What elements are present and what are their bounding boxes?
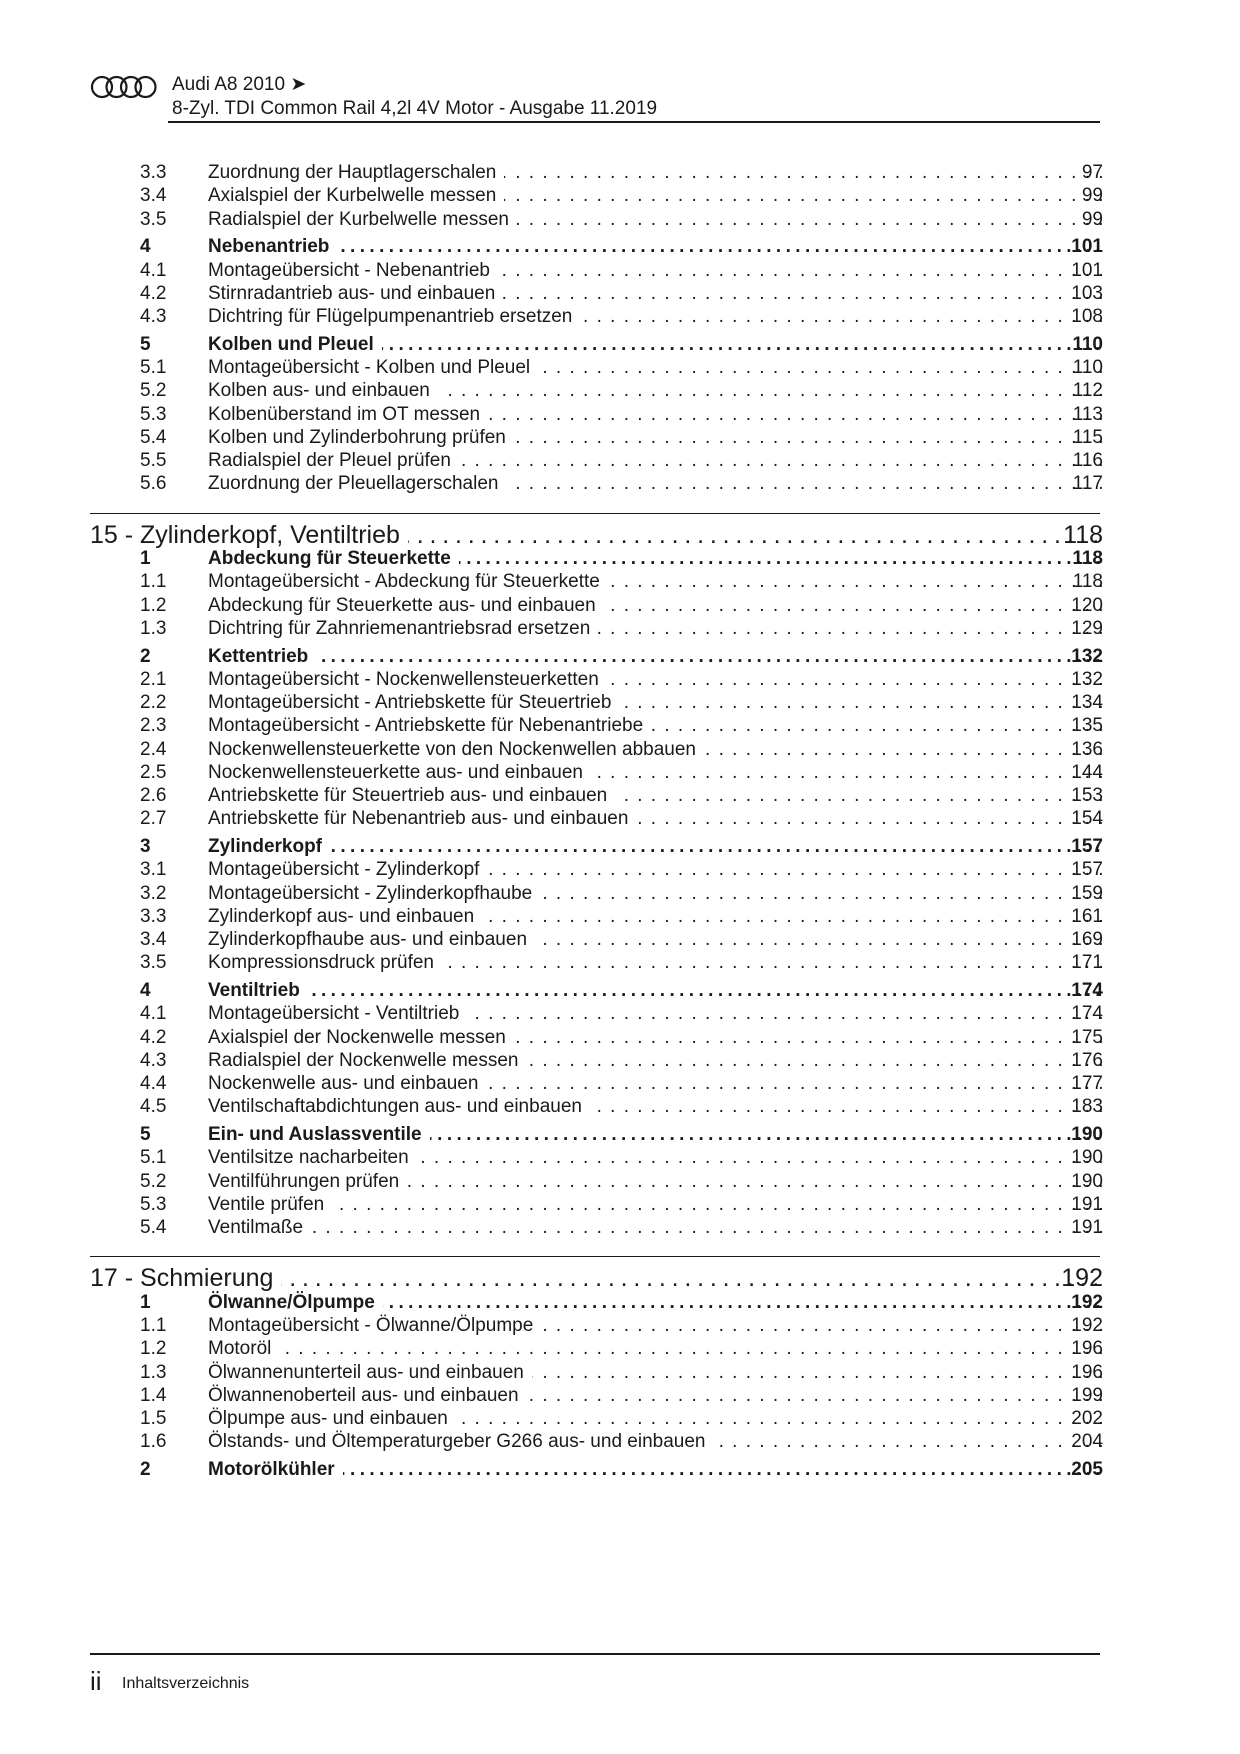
- toc-number: 5.3: [140, 1193, 167, 1215]
- toc-title: Montageübersicht - Zylinderkopf: [208, 859, 487, 880]
- toc-number: 5.4: [140, 426, 167, 448]
- toc-title: Kolbenüberstand im OT messen: [208, 404, 488, 425]
- toc-leader: [208, 1215, 1105, 1241]
- toc-subsection[interactable]: [0, 448, 1240, 474]
- toc-title: Motoröl: [208, 1338, 279, 1359]
- toc-title: Montageübersicht - Antriebskette für Nebenantriebe: [208, 715, 651, 736]
- toc-title: Ventilführungen prüfen: [208, 1171, 407, 1192]
- toc-subsection[interactable]: [0, 950, 1240, 976]
- toc-page-number: 113: [1072, 403, 1103, 425]
- toc-number: 2: [140, 1459, 151, 1480]
- toc-number: 2.4: [140, 738, 167, 760]
- toc-number: 1: [140, 548, 151, 569]
- toc-number: 2.3: [140, 715, 167, 737]
- toc-title: Ventilschaftabdichtungen aus- und einbauen: [208, 1096, 590, 1117]
- toc-page-number: 183: [1071, 1096, 1103, 1118]
- toc-number: 3.2: [140, 882, 167, 904]
- toc-page-number: 174: [1071, 1003, 1103, 1025]
- toc-number: 4.5: [140, 1096, 167, 1118]
- toc-title: Montageübersicht - Ventiltrieb: [208, 1003, 467, 1024]
- toc-page-number: 144: [1071, 761, 1103, 783]
- toc-page-number: 159: [1071, 882, 1103, 904]
- toc-page-number: 108: [1071, 306, 1103, 327]
- toc-title: Dichtring für Zahnriemenantriebsrad ersetzen: [208, 618, 598, 639]
- toc-number: 4.1: [140, 1003, 167, 1025]
- toc-title: Radialspiel der Nockenwelle messen: [208, 1050, 527, 1071]
- toc-subsection[interactable]: [0, 569, 1240, 595]
- toc-page-number: 192: [1071, 1315, 1103, 1336]
- toc-title: Zylinderkopf aus- und einbauen: [208, 906, 482, 927]
- toc-subsection[interactable]: [0, 378, 1240, 404]
- toc-section[interactable]: [0, 834, 1240, 860]
- toc-leader: [208, 834, 1105, 860]
- toc-page-number: 132: [1071, 668, 1103, 690]
- toc-page-number: 192: [1071, 1291, 1103, 1313]
- toc-subsection[interactable]: [0, 713, 1240, 739]
- toc-title: Nebenantrieb: [208, 236, 337, 257]
- toc-leader: [208, 207, 1105, 233]
- toc-number: 3.5: [140, 952, 167, 974]
- toc-number: 3.1: [140, 859, 167, 881]
- toc-number: 2.2: [140, 692, 167, 713]
- toc-page-number: 136: [1071, 738, 1103, 760]
- header-vehicle: Audi A8 2010 ➤: [172, 74, 307, 95]
- toc-title: Nockenwellensteuerkette aus- und einbauen: [208, 762, 591, 783]
- toc-title: Montageübersicht - Nebenantrieb: [208, 260, 498, 281]
- header-engine-edition: 8-Zyl. TDI Common Rail 4,2l 4V Motor - Ausgabe 11.2019: [172, 98, 658, 119]
- toc-title: Zuordnung der Hauptlagerschalen: [208, 162, 504, 183]
- toc-title: Kompressionsdruck prüfen: [208, 952, 442, 973]
- toc-title: Ventile prüfen: [208, 1194, 332, 1215]
- toc-page-number: 115: [1072, 426, 1103, 448]
- toc-page-number: 190: [1071, 1124, 1103, 1145]
- toc-title: Radialspiel der Kurbelwelle messen: [208, 209, 517, 230]
- toc-section[interactable]: [0, 1457, 1240, 1483]
- chapter-divider: [90, 513, 1100, 514]
- toc-leader: [208, 546, 1105, 572]
- toc-number: 1: [140, 1291, 151, 1313]
- toc-page-number: 169: [1071, 929, 1103, 950]
- toc-page-number: 190: [1071, 1147, 1103, 1169]
- toc-page-number: 171: [1071, 952, 1103, 974]
- toc-page-number: 110: [1072, 333, 1103, 355]
- toc-subsection[interactable]: [0, 1145, 1240, 1171]
- toc-page-number: 196: [1071, 1338, 1103, 1360]
- toc-number: 1.2: [140, 594, 167, 616]
- toc-subsection[interactable]: [0, 1383, 1240, 1409]
- toc-title: Abdeckung für Steuerkette: [208, 548, 459, 569]
- toc-number: 4.4: [140, 1073, 167, 1094]
- toc-leader: [208, 667, 1105, 693]
- toc-section[interactable]: [0, 332, 1240, 358]
- toc-page-number: 118: [1072, 571, 1103, 593]
- toc-leader: [208, 183, 1105, 209]
- toc-leader: [208, 425, 1105, 451]
- toc-title: Axialspiel der Kurbelwelle messen: [208, 185, 504, 206]
- toc-number: 5.3: [140, 403, 167, 425]
- toc-number: 3.5: [140, 208, 167, 230]
- toc-title: Ölstands- und Öltemperaturgeber G266 aus- und einbauen: [208, 1431, 713, 1452]
- toc-page-number: 154: [1071, 808, 1103, 830]
- toc-page-number: 175: [1071, 1026, 1103, 1048]
- toc-subsection[interactable]: [0, 1336, 1240, 1362]
- toc-page-number: 129: [1071, 617, 1103, 639]
- toc-page-number: 176: [1071, 1049, 1103, 1071]
- toc-page-number: 153: [1071, 785, 1103, 806]
- toc-page-number: 190: [1071, 1170, 1103, 1192]
- toc-subsection[interactable]: [0, 471, 1240, 497]
- toc-leader: [208, 1336, 1105, 1362]
- toc-leader: [208, 690, 1105, 716]
- page-header: [90, 74, 1100, 124]
- toc-page-number: 99: [1081, 185, 1103, 207]
- toc-chapter-title: 17 - Schmierung: [90, 1264, 281, 1292]
- toc-number: 3: [140, 836, 151, 857]
- toc-title: Motorölkühler: [208, 1459, 343, 1480]
- toc-leader: [208, 1122, 1105, 1148]
- toc-title: Kolben und Pleuel: [208, 334, 382, 355]
- toc-subsection[interactable]: [0, 927, 1240, 953]
- toc-number: 4.1: [140, 259, 167, 281]
- toc-number: 3.3: [140, 162, 167, 183]
- toc-page-number: 101: [1071, 259, 1103, 281]
- toc-subsection[interactable]: [0, 207, 1240, 233]
- toc-number: 1.3: [140, 617, 167, 639]
- toc-subsection[interactable]: [0, 593, 1240, 619]
- toc-number: 2.5: [140, 761, 167, 783]
- toc-subsection[interactable]: [0, 760, 1240, 786]
- toc-section[interactable]: [0, 644, 1240, 670]
- toc-title: Abdeckung für Steuerkette aus- und einbauen: [208, 595, 604, 616]
- toc-subsection[interactable]: [0, 183, 1240, 209]
- toc-subsection[interactable]: [0, 1360, 1240, 1386]
- toc-page-number: 191: [1071, 1193, 1103, 1215]
- toc-number: 1.3: [140, 1361, 167, 1383]
- toc-leader: [208, 1025, 1105, 1051]
- toc-title: Montageübersicht - Zylinderkopfhaube: [208, 883, 540, 904]
- toc-page-number: 101: [1071, 236, 1103, 258]
- toc-subsection[interactable]: [0, 1071, 1240, 1097]
- toc-title: Zylinderkopf: [208, 836, 330, 857]
- toc-title: Axialspiel der Nockenwelle messen: [208, 1027, 514, 1048]
- toc-subsection[interactable]: [0, 425, 1240, 451]
- toc-number: 5.1: [140, 1147, 167, 1169]
- toc-subsection[interactable]: [0, 1313, 1240, 1339]
- toc-page-number: 161: [1071, 905, 1103, 927]
- toc-page-number: 202: [1071, 1408, 1103, 1429]
- toc-title: Kolben aus- und einbauen: [208, 380, 438, 401]
- toc-page-number: 118: [1063, 520, 1103, 549]
- toc-title: Kolben und Zylinderbohrung prüfen: [208, 427, 514, 448]
- toc-page-number: 132: [1071, 645, 1103, 667]
- toc-page-number: 191: [1071, 1217, 1103, 1238]
- toc-title: Ein- und Auslassventile: [208, 1124, 430, 1145]
- toc-title: Zylinderkopfhaube aus- und einbauen: [208, 929, 535, 950]
- toc-page-number: 204: [1071, 1431, 1103, 1453]
- toc-page-number: 157: [1071, 859, 1103, 881]
- toc-leader: [208, 857, 1105, 883]
- toc-number: 1.6: [140, 1431, 167, 1453]
- toc-leader: [208, 1406, 1105, 1432]
- toc-leader: [208, 1290, 1105, 1316]
- toc-leader: [208, 1313, 1105, 1339]
- toc-leader: [208, 258, 1105, 284]
- toc-number: 5: [140, 1124, 151, 1145]
- toc-leader: [208, 402, 1105, 428]
- toc-title: Radialspiel der Pleuel prüfen: [208, 450, 459, 471]
- toc-page-number: 118: [1072, 548, 1103, 569]
- toc-number: 2.7: [140, 808, 167, 830]
- toc-page-number: 174: [1071, 980, 1103, 1001]
- toc-number: 1.1: [140, 1315, 167, 1336]
- toc-page-number: 196: [1071, 1361, 1103, 1383]
- toc-number: 2.1: [140, 668, 167, 690]
- audi-rings-logo: [90, 74, 158, 100]
- toc-subsection[interactable]: [0, 1406, 1240, 1432]
- toc-title: Stirnradantrieb aus- und einbauen: [208, 283, 503, 304]
- toc-section[interactable]: [0, 978, 1240, 1004]
- toc-title: Antriebskette für Steuertrieb aus- und einbauen: [208, 785, 615, 806]
- toc-leader: [208, 783, 1105, 809]
- toc-page-number: 103: [1071, 282, 1103, 304]
- toc-title: Ölwannenunterteil aus- und einbauen: [208, 1362, 532, 1383]
- toc-number: 1.2: [140, 1338, 167, 1360]
- toc-number: 4: [140, 980, 151, 1001]
- toc-number: 3.4: [140, 185, 167, 207]
- toc-number: 1.4: [140, 1384, 167, 1406]
- toc-page-number: 112: [1072, 380, 1103, 402]
- toc-leader: [208, 593, 1105, 619]
- toc-page-number: 134: [1071, 692, 1103, 713]
- toc-title: Kettentrieb: [208, 646, 316, 667]
- toc-page-number: 97: [1081, 162, 1103, 183]
- toc-leader: [208, 1071, 1105, 1097]
- toc-number: 3.4: [140, 929, 167, 950]
- toc-number: 2.6: [140, 785, 167, 806]
- toc-leader: [208, 1094, 1105, 1120]
- toc-subsection[interactable]: [0, 1094, 1240, 1120]
- toc-leader: [208, 1360, 1105, 1386]
- toc-leader: [208, 281, 1105, 307]
- toc-leader: [208, 644, 1105, 670]
- toc-subsection[interactable]: [0, 281, 1240, 307]
- toc-leader: [208, 904, 1105, 930]
- toc-leader: [208, 806, 1105, 832]
- toc-title: Ventilmaße: [208, 1217, 311, 1238]
- toc-number: 4: [140, 236, 151, 258]
- toc-number: 5.1: [140, 357, 167, 378]
- footer-divider: [90, 1653, 1100, 1655]
- toc-subsection[interactable]: [0, 904, 1240, 930]
- toc-title: Ölpumpe aus- und einbauen: [208, 1408, 456, 1429]
- toc-leader: [208, 760, 1105, 786]
- toc-subsection[interactable]: [0, 1169, 1240, 1195]
- toc-leader: [208, 378, 1105, 404]
- toc-page-number: 177: [1071, 1073, 1103, 1094]
- toc-title: Montageübersicht - Kolben und Pleuel: [208, 357, 538, 378]
- toc-leader: [208, 1169, 1105, 1195]
- toc-number: 4.2: [140, 1026, 167, 1048]
- toc-title: Dichtring für Flügelpumpenantrieb ersetzen: [208, 306, 580, 327]
- footer-page-number: ii: [90, 1666, 102, 1696]
- toc-subsection[interactable]: [0, 304, 1240, 330]
- toc-leader: [208, 448, 1105, 474]
- toc-subsection[interactable]: [0, 1429, 1240, 1455]
- toc-subsection[interactable]: [0, 402, 1240, 428]
- toc-subsection[interactable]: [0, 806, 1240, 832]
- toc-title: Zuordnung der Pleuellagerschalen: [208, 473, 506, 494]
- toc-number: 5.4: [140, 1217, 167, 1238]
- toc-number: 5.2: [140, 380, 167, 402]
- toc-title: Montageübersicht - Nockenwellensteuerketten: [208, 669, 607, 690]
- toc-title: Montageübersicht - Ölwanne/Ölpumpe: [208, 1315, 541, 1336]
- toc-leader: [208, 616, 1105, 642]
- toc-page-number: 110: [1072, 357, 1103, 378]
- toc-leader: [208, 471, 1105, 497]
- toc-number: 5.5: [140, 450, 167, 471]
- toc-subsection[interactable]: [0, 160, 1240, 186]
- chapter-divider: [90, 1256, 1100, 1257]
- toc-title: Ventiltrieb: [208, 980, 308, 1001]
- toc-leader: [208, 881, 1105, 907]
- toc-number: 1.1: [140, 571, 167, 593]
- toc-leader: [208, 355, 1105, 381]
- toc-page-number: 205: [1071, 1459, 1103, 1480]
- toc-section[interactable]: [0, 1122, 1240, 1148]
- toc-title: Nockenwellensteuerkette von den Nockenwellen abbauen: [208, 739, 704, 760]
- toc-subsection[interactable]: [0, 783, 1240, 809]
- toc-subsection[interactable]: [0, 881, 1240, 907]
- toc-title: Montageübersicht - Abdeckung für Steuerkette: [208, 571, 608, 592]
- toc-subsection[interactable]: [0, 667, 1240, 693]
- toc-subsection[interactable]: [0, 258, 1240, 284]
- toc-title: Antriebskette für Nebenantrieb aus- und einbauen: [208, 808, 636, 829]
- toc-leader: [208, 1145, 1105, 1171]
- toc-subsection[interactable]: [0, 1001, 1240, 1027]
- toc-subsection[interactable]: [0, 1048, 1240, 1074]
- toc-page-number: 192: [1061, 1264, 1103, 1293]
- toc-page-number: 199: [1071, 1384, 1103, 1406]
- toc-leader: [208, 569, 1105, 595]
- toc-section[interactable]: [0, 234, 1240, 260]
- toc-number: 4.3: [140, 306, 167, 327]
- toc-leader: [208, 332, 1105, 358]
- toc-number: 4.3: [140, 1049, 167, 1071]
- toc-leader: [208, 927, 1105, 953]
- toc-leader: [208, 1457, 1105, 1483]
- toc-title: Ölwanne/Ölpumpe: [208, 1292, 383, 1313]
- header-divider: [168, 121, 1100, 123]
- toc-title: Nockenwelle aus- und einbauen: [208, 1073, 486, 1094]
- toc-leader: [208, 1048, 1105, 1074]
- toc-leader: [208, 304, 1105, 330]
- toc-page-number: 135: [1071, 715, 1103, 737]
- toc-chapter-title: 15 - Zylinderkopf, Ventiltrieb: [90, 521, 408, 549]
- toc-subsection[interactable]: [0, 355, 1240, 381]
- toc-leader: [208, 1001, 1105, 1027]
- toc-number: 1.5: [140, 1408, 167, 1429]
- toc-page-number: 117: [1072, 473, 1103, 495]
- toc-leader: [208, 978, 1105, 1004]
- toc-leader: [208, 1383, 1105, 1409]
- toc-subsection[interactable]: [0, 1025, 1240, 1051]
- toc-number: 2: [140, 645, 151, 667]
- footer-title: Inhaltsverzeichnis: [122, 1675, 250, 1692]
- toc-subsection[interactable]: [0, 737, 1240, 763]
- toc-page-number: 157: [1071, 836, 1103, 857]
- toc-number: 5.6: [140, 473, 167, 495]
- toc-number: 3.3: [140, 905, 167, 927]
- toc-leader: [208, 234, 1105, 260]
- toc-subsection[interactable]: [0, 616, 1240, 642]
- toc-title: Montageübersicht - Antriebskette für Steuertrieb: [208, 692, 619, 713]
- toc-leader: [208, 950, 1105, 976]
- toc-number: 4.2: [140, 282, 167, 304]
- toc-leader: [208, 1192, 1105, 1218]
- toc-subsection[interactable]: [0, 1215, 1240, 1241]
- toc-number: 5.2: [140, 1170, 167, 1192]
- toc-page-number: 99: [1081, 208, 1103, 230]
- toc-number: 5: [140, 333, 151, 355]
- toc-title: Ölwannenoberteil aus- und einbauen: [208, 1385, 527, 1406]
- toc-subsection[interactable]: [0, 690, 1240, 716]
- toc-leader: [208, 737, 1105, 763]
- toc-title: Ventilsitze nacharbeiten: [208, 1147, 417, 1168]
- toc-subsection[interactable]: [0, 857, 1240, 883]
- toc-subsection[interactable]: [0, 1192, 1240, 1218]
- toc-leader: [208, 1429, 1105, 1455]
- toc-leader: [208, 713, 1105, 739]
- toc-page-number: 116: [1072, 450, 1103, 471]
- toc-leader: [208, 160, 1105, 186]
- toc-page-number: 120: [1071, 594, 1103, 616]
